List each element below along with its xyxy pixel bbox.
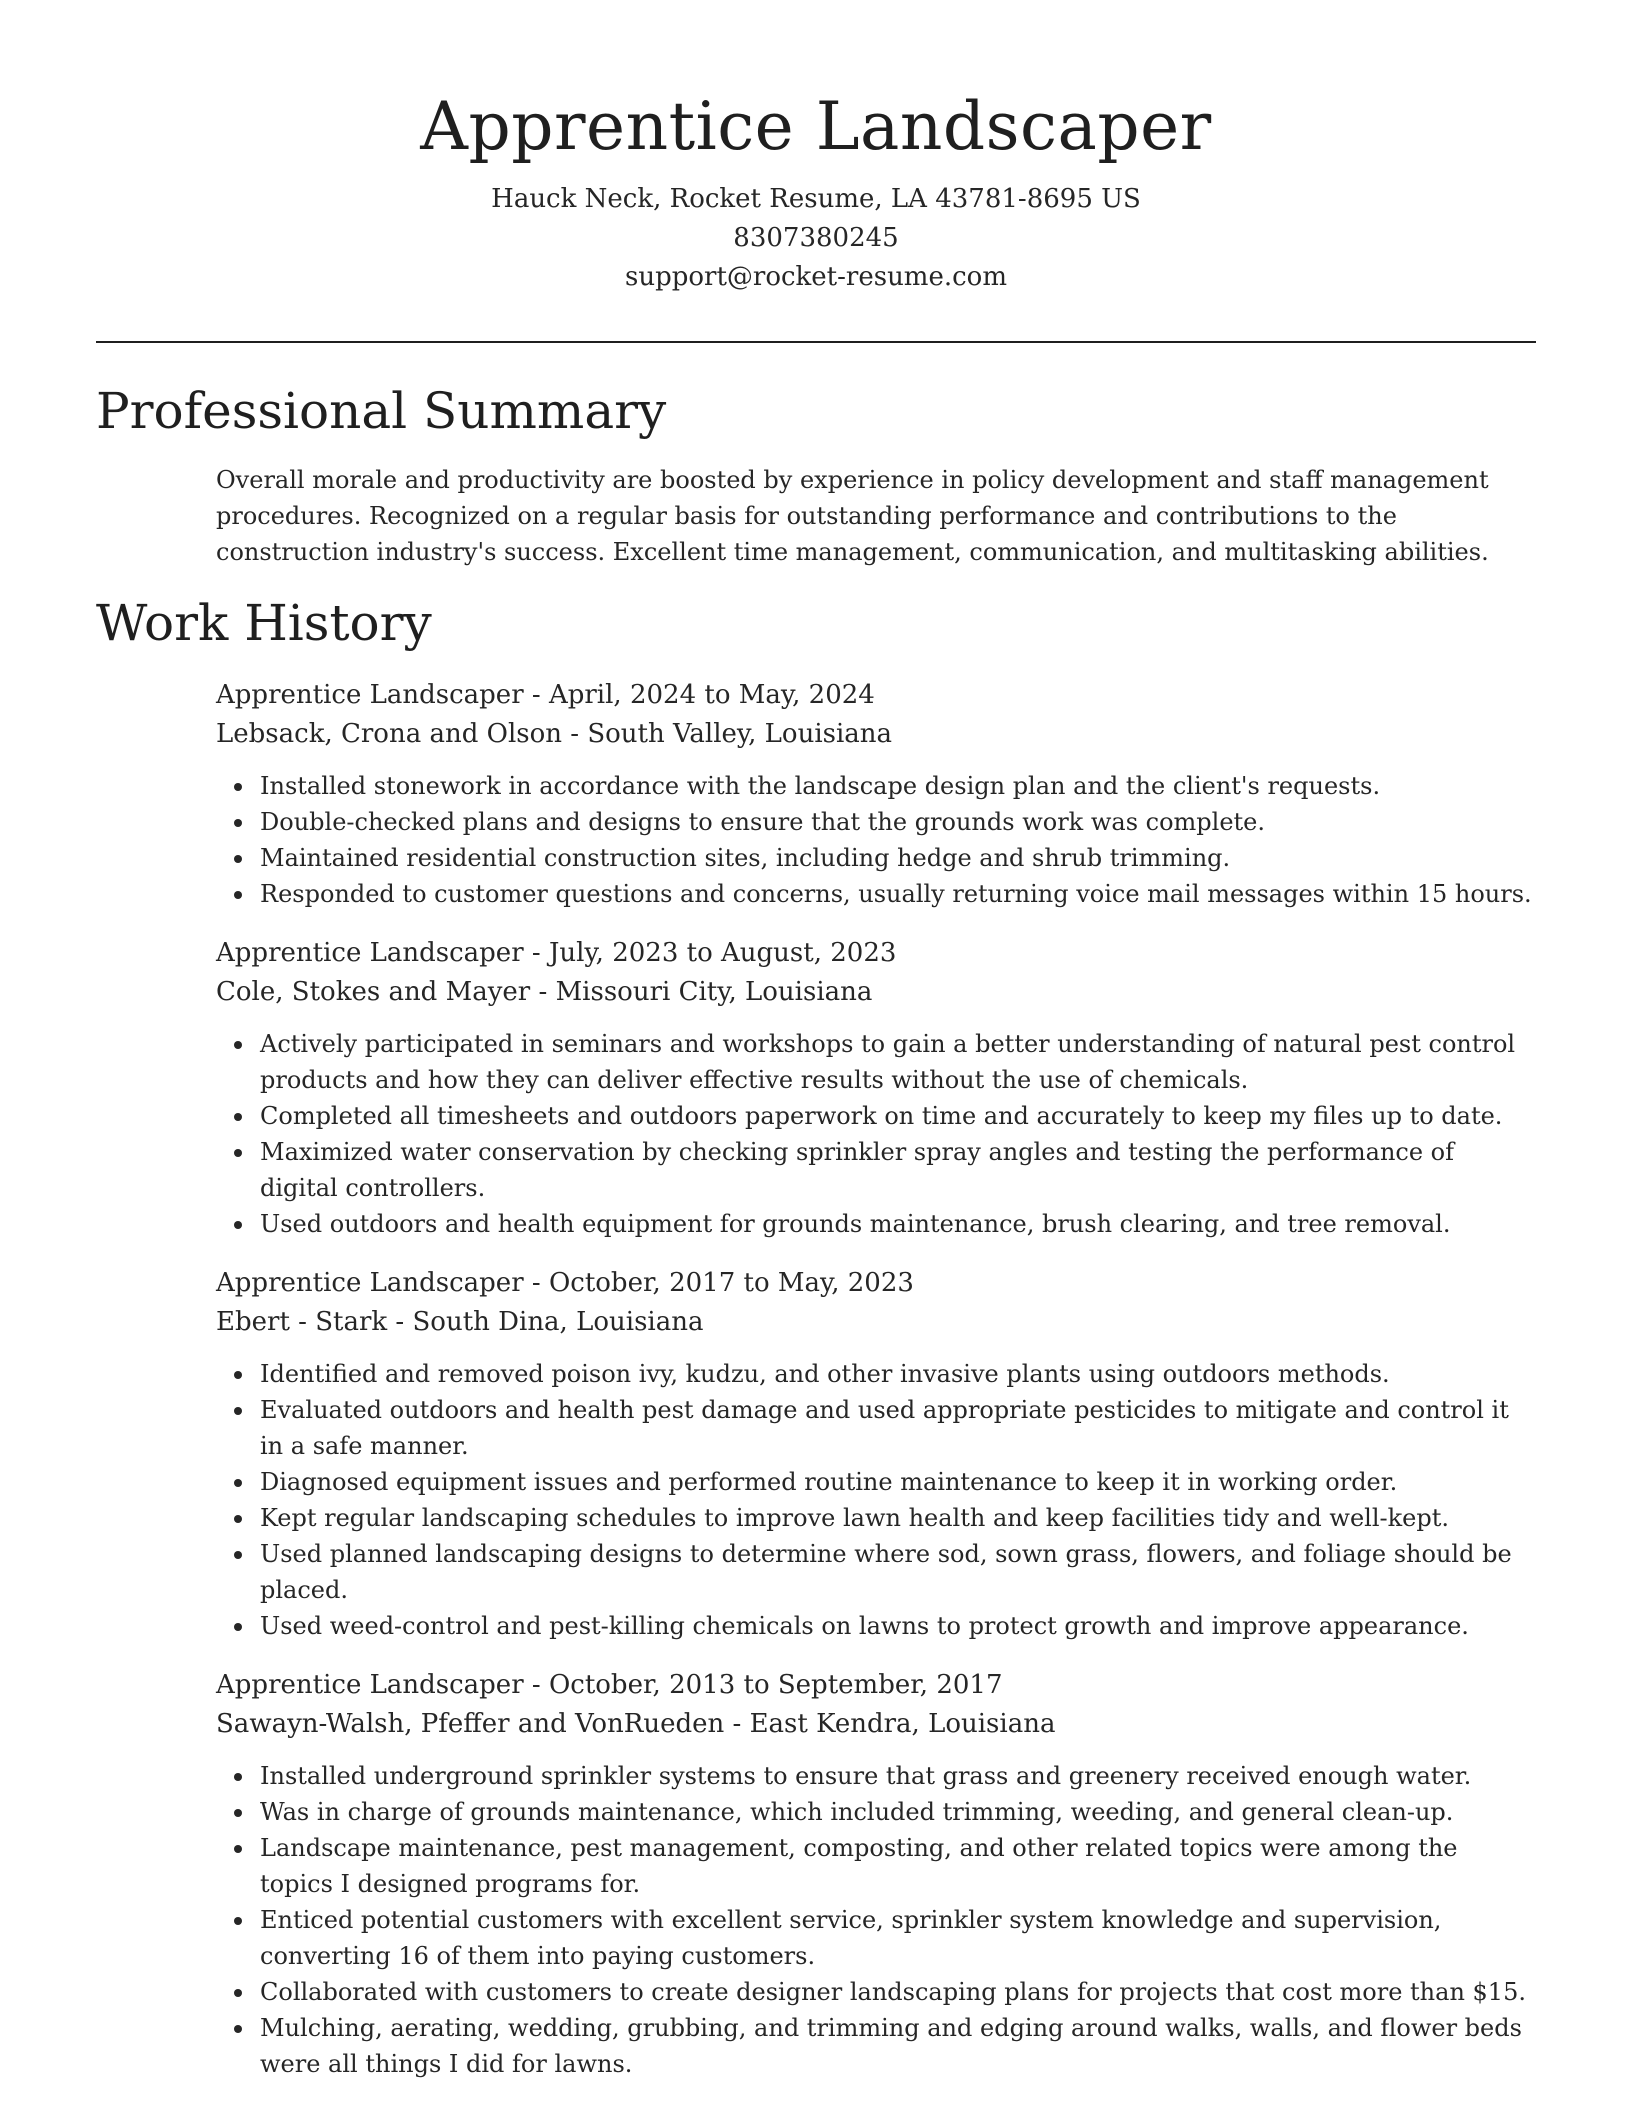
job-company-line: Sawayn-Walsh, Pfeffer and VonRueden - East Kendra, Louisiana [216, 1709, 1056, 1739]
job-bullet: Used weed-control and pest-killing chemicals on lawns to protect growth and improve appearance. [260, 1608, 1536, 1644]
job-entry [216, 1666, 1536, 2082]
job-title-line: Apprentice Landscaper - July, 2023 to August, 2023 [216, 938, 897, 968]
job-role: Apprentice Landscaper [216, 680, 524, 710]
job-bullets [216, 1026, 1536, 1242]
candidate-name: Apprentice Landscaper [420, 88, 1212, 165]
job-bullets [216, 768, 1536, 912]
job-bullet: Kept regular landscaping schedules to improve lawn health and keep facilities tidy and well-kept. [260, 1500, 1536, 1536]
job-title-line: Apprentice Landscaper - April, 2024 to May, 2024 [216, 680, 875, 710]
job-bullet: Responded to customer questions and concerns, usually returning voice mail messages within 15 hours. [260, 876, 1536, 912]
job-company: Ebert - Stark [216, 1307, 388, 1337]
job-dates: April, 2024 to May, 2024 [548, 680, 875, 710]
job-bullet: Landscape maintenance, pest management, composting, and other related topics were among the topics I designed programs for. [260, 1830, 1536, 1902]
job-entry [216, 676, 1536, 912]
job-bullet: Installed underground sprinkler systems to ensure that grass and greenery received enough water. [260, 1758, 1536, 1794]
contact-address: Hauck Neck, Rocket Resume, LA 43781-8695 US [491, 184, 1141, 214]
job-bullets [216, 1356, 1536, 1644]
job-dates: October, 2013 to September, 2017 [548, 1670, 1003, 1700]
job-bullet: Installed stonework in accordance with the landscape design plan and the client's requests. [260, 768, 1536, 804]
section-title-work-history: Work History [96, 594, 432, 652]
job-company-line: Lebsack, Crona and Olson - South Valley, Louisiana [216, 719, 893, 749]
contact-phone: 8307380245 [733, 223, 899, 253]
job-company-line: Ebert - Stark - South Dina, Louisiana [216, 1307, 704, 1337]
job-entry [216, 1264, 1536, 1644]
job-bullet: Used outdoors and health equipment for grounds maintenance, brush clearing, and tree removal. [260, 1206, 1536, 1242]
job-bullet: Mulching, aerating, wedding, grubbing, and trimming and edging around walks, walls, and flower beds were all things I did for lawns. [260, 2010, 1536, 2082]
job-location: South Valley, Louisiana [587, 719, 893, 749]
job-bullet: Double-checked plans and designs to ensure that the grounds work was complete. [260, 804, 1536, 840]
job-company-line: Cole, Stokes and Mayer - Missouri City, Louisiana [216, 977, 873, 1007]
contact-email: support@rocket-resume.com [624, 262, 1007, 292]
job-role: Apprentice Landscaper [216, 1670, 524, 1700]
resume-header [96, 82, 1536, 297]
job-company: Sawayn-Walsh, Pfeffer and VonRueden [216, 1709, 725, 1739]
job-bullet: Maintained residential construction sites, including hedge and shrub trimming. [260, 840, 1536, 876]
job-dates: July, 2023 to August, 2023 [548, 938, 897, 968]
job-title-line: Apprentice Landscaper - October, 2013 to September, 2017 [216, 1670, 1003, 1700]
section-title-summary: Professional Summary [96, 382, 667, 440]
job-bullet: Completed all timesheets and outdoors paperwork on time and accurately to keep my files up to date. [260, 1098, 1536, 1134]
job-bullet: Actively participated in seminars and workshops to gain a better understanding of natural pest control products and how they can deliver effective results without the use of chemicals. [260, 1026, 1536, 1098]
job-bullet: Collaborated with customers to create designer landscaping plans for projects that cost more than $15. [260, 1974, 1536, 2010]
job-location: Missouri City, Louisiana [555, 977, 873, 1007]
job-title-line: Apprentice Landscaper - October, 2017 to May, 2023 [216, 1268, 914, 1298]
job-entry [216, 934, 1536, 1242]
job-bullet: Maximized water conservation by checking sprinkler spray angles and testing the performance of digital controllers. [260, 1134, 1536, 1206]
job-role: Apprentice Landscaper [216, 938, 524, 968]
job-dates: October, 2017 to May, 2023 [548, 1268, 914, 1298]
job-role: Apprentice Landscaper [216, 1268, 524, 1298]
job-bullets [216, 1758, 1536, 2082]
job-bullet: Used planned landscaping designs to determine where sod, sown grass, flowers, and foliage should be placed. [260, 1536, 1536, 1608]
job-company: Lebsack, Crona and Olson [216, 719, 562, 749]
job-bullet: Identified and removed poison ivy, kudzu, and other invasive plants using outdoors methods. [260, 1356, 1536, 1392]
summary-text: Overall morale and productivity are boosted by experience in policy development and staff management procedures. Recognized on a regular basis for outstanding performance and contributions to the construction industry's success. Excellent time management, communication, and multitasking abilities. [216, 466, 1489, 566]
job-company: Cole, Stokes and Mayer [216, 977, 531, 1007]
job-bullet: Diagnosed equipment issues and performed routine maintenance to keep it in working order. [260, 1464, 1536, 1500]
job-location: East Kendra, Louisiana [749, 1709, 1056, 1739]
job-bullet: Enticed potential customers with excellent service, sprinkler system knowledge and supervision, converting 16 of them into paying customers. [260, 1902, 1536, 1974]
job-bullet: Evaluated outdoors and health pest damage and used appropriate pesticides to mitigate and control it in a safe manner. [260, 1392, 1536, 1464]
job-bullet: Was in charge of grounds maintenance, which included trimming, weeding, and general clean-up. [260, 1794, 1536, 1830]
work-history-list [216, 676, 1536, 2104]
header-divider [96, 341, 1536, 343]
job-location: South Dina, Louisiana [412, 1307, 704, 1337]
